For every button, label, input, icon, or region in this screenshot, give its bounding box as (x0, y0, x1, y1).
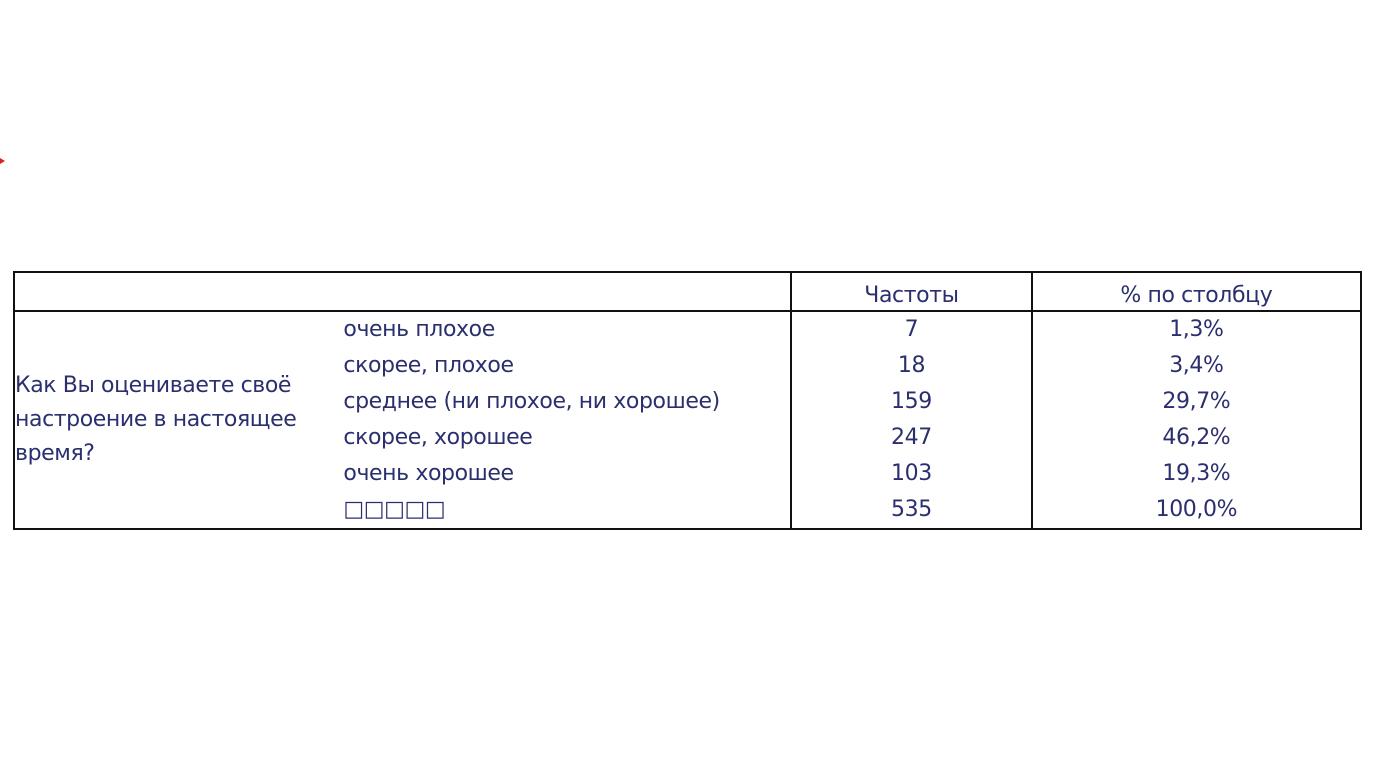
total-frequency-value: 535 (791, 492, 1032, 529)
frequency-value: 159 (791, 384, 1032, 420)
frequency-value: 7 (791, 311, 1032, 348)
header-percent: % по столбцу (1032, 272, 1361, 311)
total-label: □□□□□ (343, 492, 791, 529)
question-label: Как Вы оцениваете своё настроение в настоящее время? (15, 373, 297, 466)
header-blank-cell (14, 272, 791, 311)
answer-label: скорее, плохое (343, 348, 791, 384)
percent-value: 3,4% (1169, 353, 1224, 378)
answer-label: очень плохое (343, 311, 791, 348)
answer-label: среднее (ни плохое, ни хорошее) (343, 384, 791, 420)
percent-value: 29,7% (1162, 389, 1231, 414)
frequency-value: 247 (791, 420, 1032, 456)
percent-value: 1,3% (1169, 317, 1224, 342)
percent-value: 46,2% (1162, 425, 1231, 450)
answer-label: очень хорошее (343, 456, 791, 492)
table-row (14, 311, 1361, 348)
frequency-value: 103 (791, 456, 1032, 492)
frequency-value: 18 (791, 348, 1032, 384)
total-percent-value: 100,0% (1155, 497, 1238, 522)
red-arrow-marker (0, 158, 5, 164)
table-header-row (14, 272, 1361, 311)
frequency-table (13, 271, 1362, 530)
header-frequencies: Частоты (791, 272, 1032, 311)
percent-value: 19,3% (1162, 461, 1231, 486)
answer-label: скорее, хорошее (343, 420, 791, 456)
